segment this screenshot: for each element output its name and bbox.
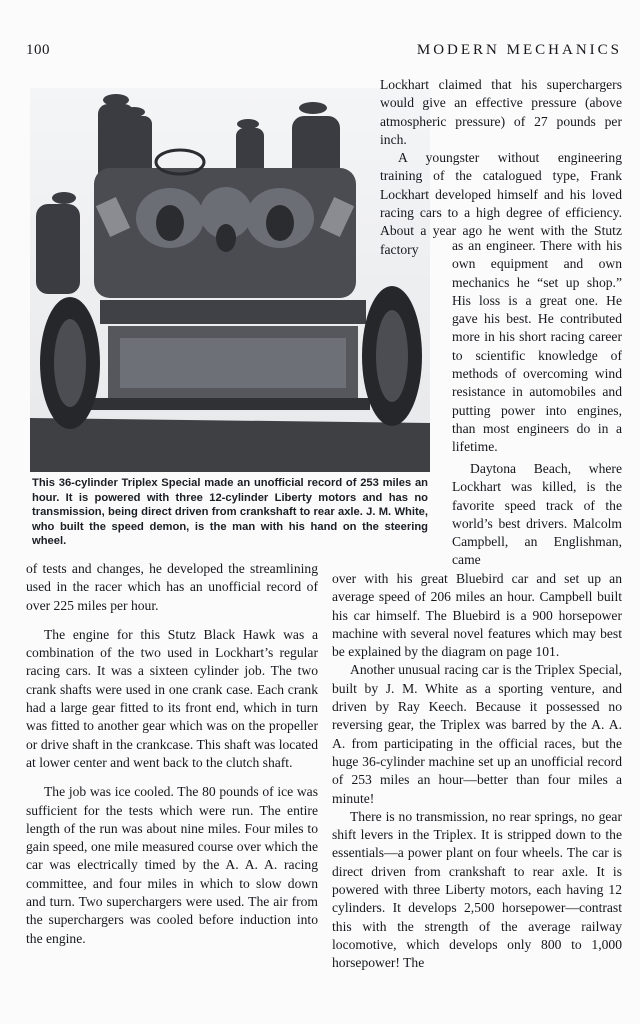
paragraph: Daytona Beach, where Lockhart was killed, is the favorite speed track of the world’s best drivers. Malcolm Campbell, an Englishman, came bbox=[452, 461, 622, 568]
race-car-photograph bbox=[30, 88, 430, 472]
paragraph: Lockhart claimed that his superchargers would give an effective pressure (above atmospheric pressure) of 27 pounds per inch. bbox=[380, 77, 622, 147]
paragraph: The engine for this Stutz Black Hawk was a combination of the two used in Lockhart’s regular racing cars. It was a sixteen cylinder job. The two crank shafts were used in one crank case. Each crank had a large gear fitted to its front end, which in turn was fitted to another gear which was on the propeller or drive shaft in the crankcase. This shaft was located at lower center and went back to the clutch shaft. bbox=[26, 626, 318, 770]
photo-caption: This 36-cylinder Triplex Special made an unofficial record of 253 miles an hour. It is powered with three 12-cylinder Liberty motors and has no transmission, being direct driven from crankshaft to rear axle. J. M. White, who built the speed demon, is the man with his hand on the steering wheel. bbox=[32, 477, 428, 547]
triplex-special-photo bbox=[30, 88, 430, 472]
paragraph: Another unusual racing car is the Triplex Special, built by J. M. White as a sporting venture, and driven by Ray Keech. Because it possessed no reversing gear, the Triplex was barred by the A. A. A. from participating in the official races, but the huge 36-cylinder machine set up an unofficial record of 253 miles an hour—better than four miles a minute! bbox=[332, 662, 622, 806]
paragraph: over with his great Bluebird car and set up an average speed of 206 miles an hour. Campbell built his car himself. The Bluebird is a 900 horsepower machine with several novel features which may best be explained by the diagram on page 101. bbox=[332, 571, 622, 660]
right-column-top bbox=[380, 76, 622, 259]
paragraph: of tests and changes, he developed the streamlining used in the racer which has an unofficial record of over 225 miles per hour. bbox=[26, 561, 318, 613]
page-number: 100 bbox=[26, 42, 50, 58]
paragraph: as an engineer. There with his own equipment and own mechanics he “set up shop.” His loss is a great one. He gave his best. He contributed more in his short racing career to scientific knowledge of methods of overcoming wind resistance in automobiles and putting power into engines, than most engineers do in a lifetime. bbox=[452, 238, 622, 455]
right-column-narrow bbox=[452, 237, 622, 457]
page-header bbox=[26, 42, 622, 62]
paragraph: The job was ice cooled. The 80 pounds of ice was sufficient for the tests which were run. The entire length of the run was about nine miles. Four miles to gain speed, one mile measured course over which the car was electrically timed by the A. A. A. racing committee, and four miles in which to slow down and turn. Two superchargers were used. The air from the superchargers was cooled before induction into the engine. bbox=[26, 784, 318, 946]
paragraph: There is no transmission, no rear springs, no gear shift levers in the Triplex. It is stripped down to the essentials—a power plant on four wheels. The car is direct driven from crankshaft to rear axle. It is powered with three Liberty motors, each having 12 cylinders. It develops 2,500 horsepower—contrast this with the strength of the average railway locomotive, which develops only 800 to 1,000 horsepower! The bbox=[332, 808, 622, 971]
magazine-title: MODERN MECHANICS bbox=[416, 42, 622, 58]
left-column bbox=[26, 560, 318, 948]
right-column-beside-caption bbox=[452, 460, 622, 570]
paragraph: A youngster without engineering training of the catalogued type, Frank Lockhart developed himself and his loved racing cars to a high degree of efficiency. About a year ago he went with the Stutz factory bbox=[380, 150, 622, 257]
right-column-bottom bbox=[332, 570, 622, 973]
